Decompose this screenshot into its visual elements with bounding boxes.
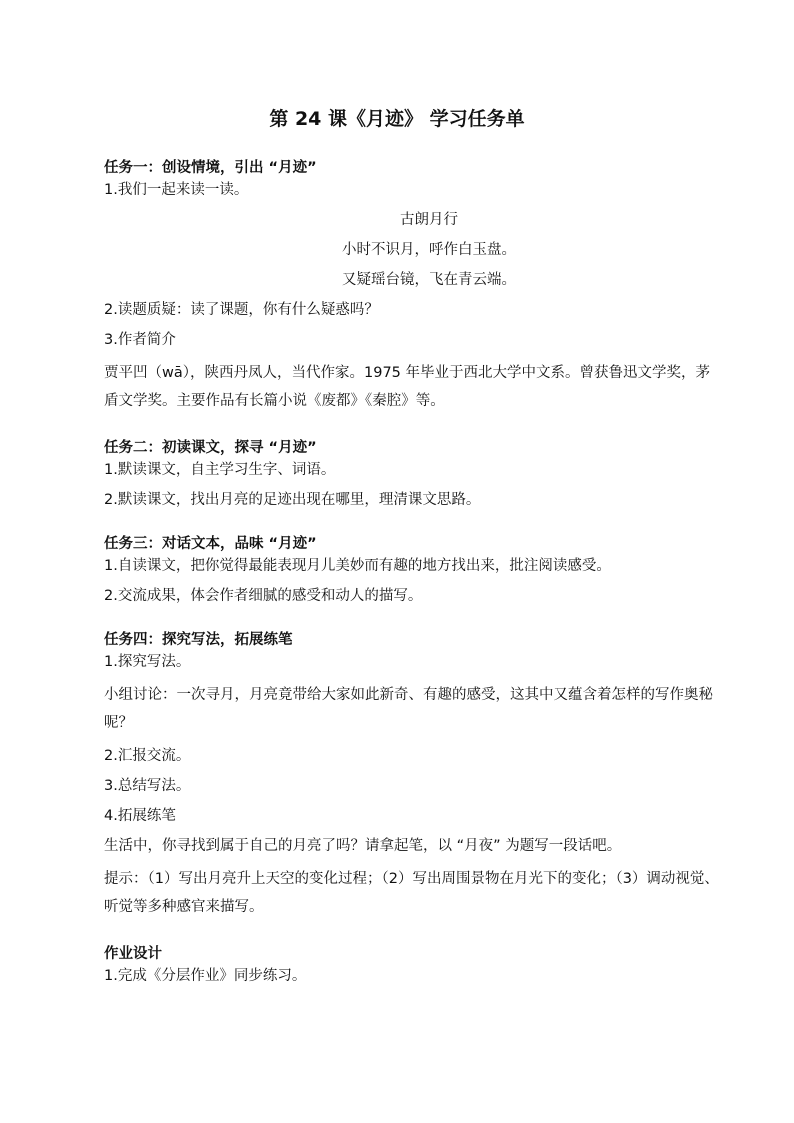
task4-item3: 3.总结写法。 — [104, 778, 191, 794]
task2-heading: 任务二：初读课文，探寻 “月迹” — [104, 440, 317, 456]
spacer — [104, 519, 724, 533]
task2-item2: 2.默读课文，找出月亮的足迹出现在哪里，理清课文思路。 — [104, 492, 481, 508]
task3-item1: 1.自读课文，把你觉得最能表现月儿美妙而有趣的地方找出来，批注阅读感受。 — [104, 558, 611, 574]
task4-item2: 2.汇报交流。 — [104, 748, 191, 764]
spacer — [104, 929, 724, 943]
task3-heading: 任务三：对话文本，品味 “月迹” — [104, 536, 317, 552]
poem-line-2: 又疑瑶台镜，飞在青云端。 — [342, 272, 516, 288]
task1-item3: 3.作者简介 — [104, 332, 176, 348]
writing-hint: 提示：（1）写出月亮升上天空的变化过程；（2）写出周围景物在月光下的变化；（3）调动视觉、听觉等多种感官来描写。 — [104, 871, 719, 915]
poem-title: 古朗月行 — [400, 212, 458, 228]
task1-item1: 1.我们一起来读一读。 — [104, 182, 249, 198]
group-discussion: 小组讨论：一次寻月，月亮竟带给大家如此新奇、有趣的感受，这其中又蕴含着怎样的写作奥秘呢？ — [104, 687, 713, 731]
spacer — [104, 423, 724, 437]
spacer — [104, 615, 724, 629]
task1-item2: 2.读题质疑：读了课题，你有什么疑惑吗？ — [104, 302, 379, 318]
task1-heading: 任务一：创设情境，引出 “月迹” — [104, 160, 317, 176]
task3-item2: 2.交流成果，体会作者细腻的感受和动人的描写。 — [104, 588, 423, 604]
task4-heading: 任务四：探究写法，拓展练笔 — [104, 632, 293, 648]
homework-heading: 作业设计 — [104, 946, 162, 962]
author-intro: 贾平凹（wā），陕西丹凤人，当代作家。1975 年毕业于西北大学中文系。曾获鲁迅文学奖，茅盾文学奖。主要作品有长篇小说《废都》《秦腔》等。 — [104, 365, 711, 409]
page-title: 第 24 课《月迹》 学习任务单 — [269, 108, 525, 130]
task2-item1: 1.默读课文，自主学习生字、词语。 — [104, 462, 336, 478]
task4-item4: 4.拓展练笔 — [104, 808, 176, 824]
writing-prompt: 生活中，你寻找到属于自己的月亮了吗？请拿起笔，以 “月夜” 为题写一段话吧。 — [104, 838, 622, 854]
worksheet-content — [104, 157, 724, 995]
poem-line-1: 小时不识月，呼作白玉盘。 — [342, 242, 516, 258]
homework-item1: 1.完成《分层作业》同步练习。 — [104, 968, 307, 984]
task4-item1: 1.探究写法。 — [104, 654, 191, 670]
